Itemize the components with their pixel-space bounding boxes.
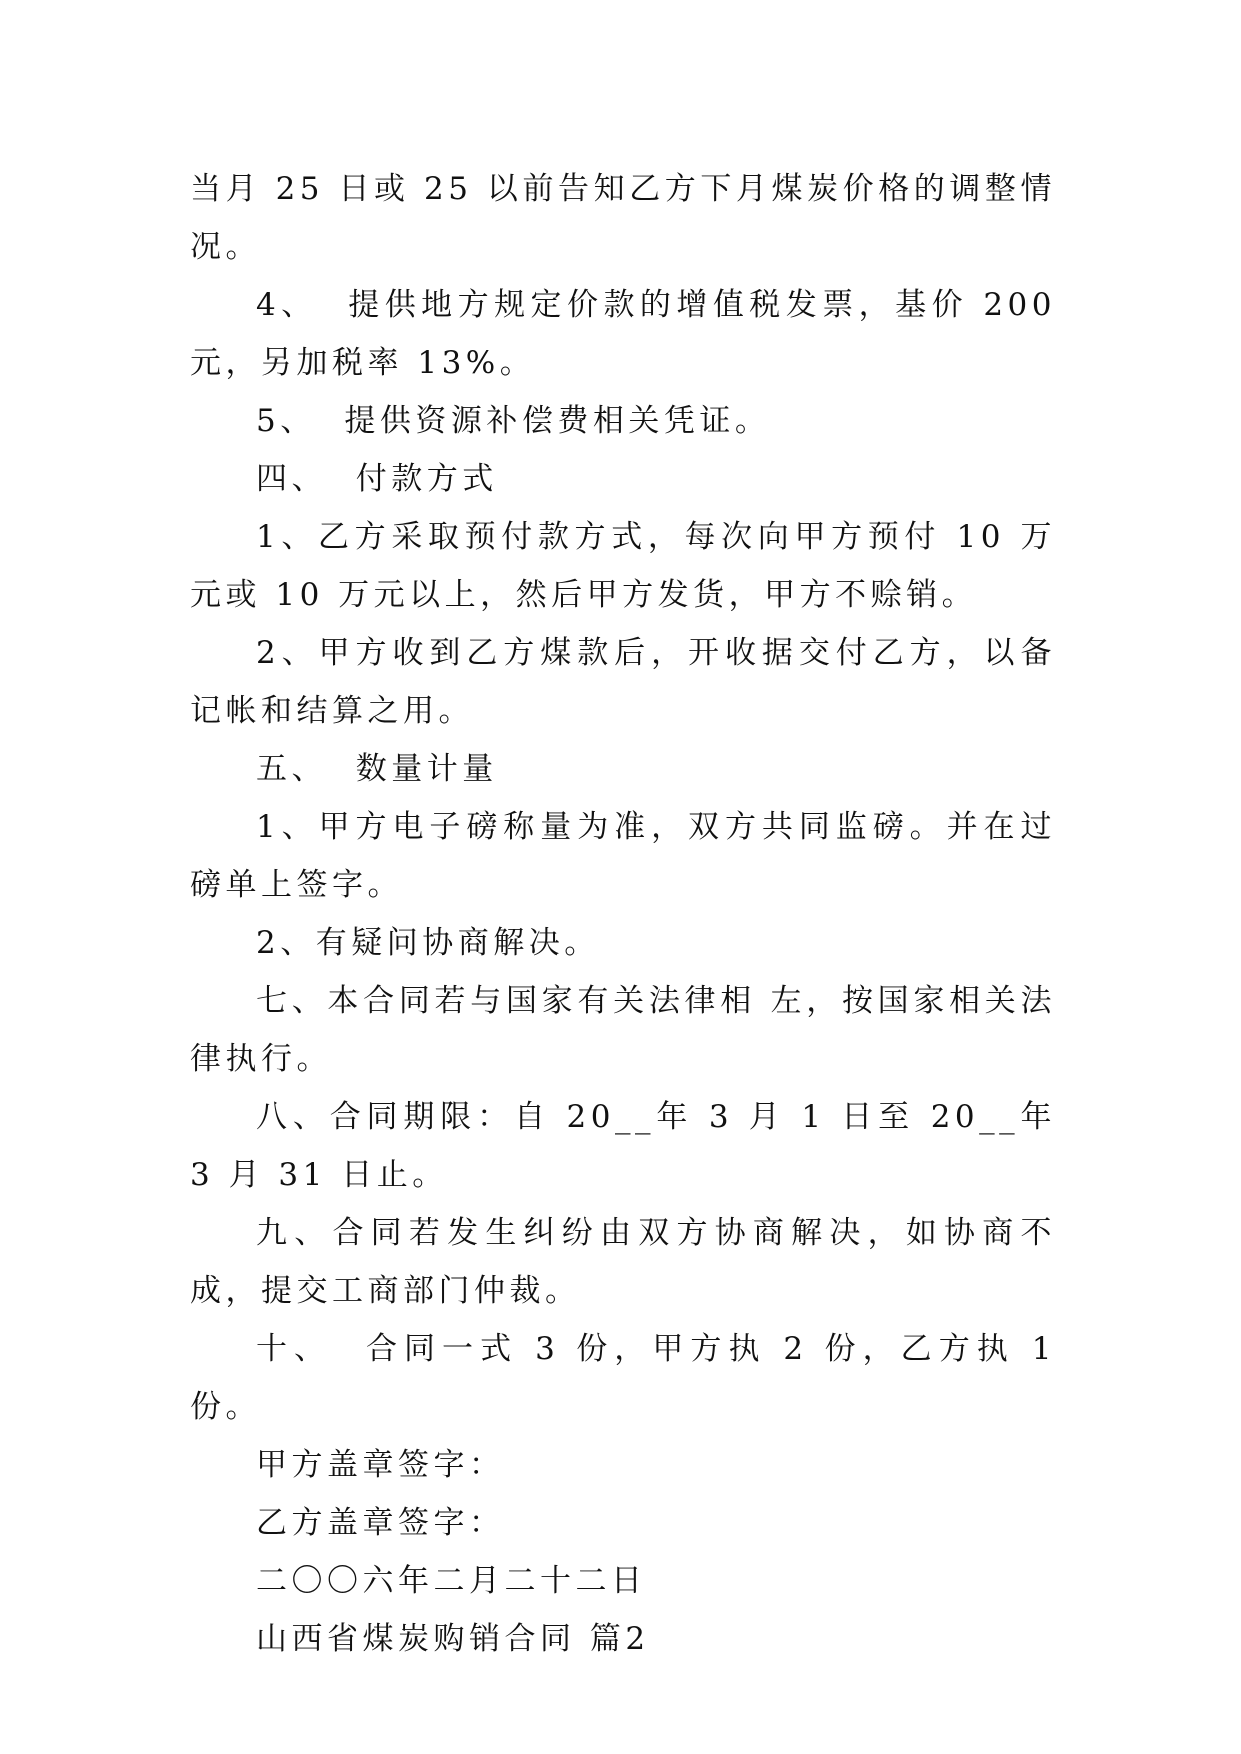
section-heading-payment: 四、 付款方式 xyxy=(256,461,498,497)
paragraph-contract-term: 八、合同期限：自 20__年 3 月 1 日至 20__年 3 月 31 日止。 xyxy=(190,1099,1071,1193)
paragraph-legal-conflict: 七、本合同若与国家有关法律相 左，按国家相关法律执行。 xyxy=(190,983,1056,1077)
paragraph-price-notice: 当月 25 日或 25 以前告知乙方下月煤炭价格的调整情况。 xyxy=(190,171,1056,265)
signature-party-a: 甲方盖章签字： xyxy=(256,1447,505,1483)
paragraph-dispute-negotiation: 2、有疑问协商解决。 xyxy=(256,925,600,961)
paragraph-vat-invoice: 4、 提供地方规定价款的增值税发票，基价 200 元，另加税率 13%。 xyxy=(190,287,1071,381)
paragraph-prepayment: 1、乙方采取预付款方式，每次向甲方预付 10 万元或 10 万元以上，然后甲方发货，甲方不赊销。 xyxy=(190,519,1056,613)
paragraph-weighing: 1、甲方电子磅称量为准，双方共同监磅。并在过磅单上签字。 xyxy=(190,809,1056,903)
next-section-title: 山西省煤炭购销合同 篇2 xyxy=(256,1621,650,1657)
contract-date: 二〇〇六年二月二十二日 xyxy=(256,1563,647,1599)
paragraph-arbitration: 九、合同若发生纠纷由双方协商解决，如协商不成，提交工商部门仲裁。 xyxy=(190,1215,1056,1309)
signature-party-b: 乙方盖章签字： xyxy=(256,1505,505,1541)
paragraph-copies: 十、 合同一式 3 份，甲方执 2 份，乙方执 1 份。 xyxy=(190,1331,1071,1425)
document-page xyxy=(190,160,1071,1668)
section-heading-quantity: 五、 数量计量 xyxy=(256,751,498,787)
paragraph-receipt: 2、甲方收到乙方煤款后，开收据交付乙方，以备记帐和结算之用。 xyxy=(190,635,1056,729)
paragraph-resource-fee: 5、 提供资源补偿费相关凭证。 xyxy=(256,403,771,439)
